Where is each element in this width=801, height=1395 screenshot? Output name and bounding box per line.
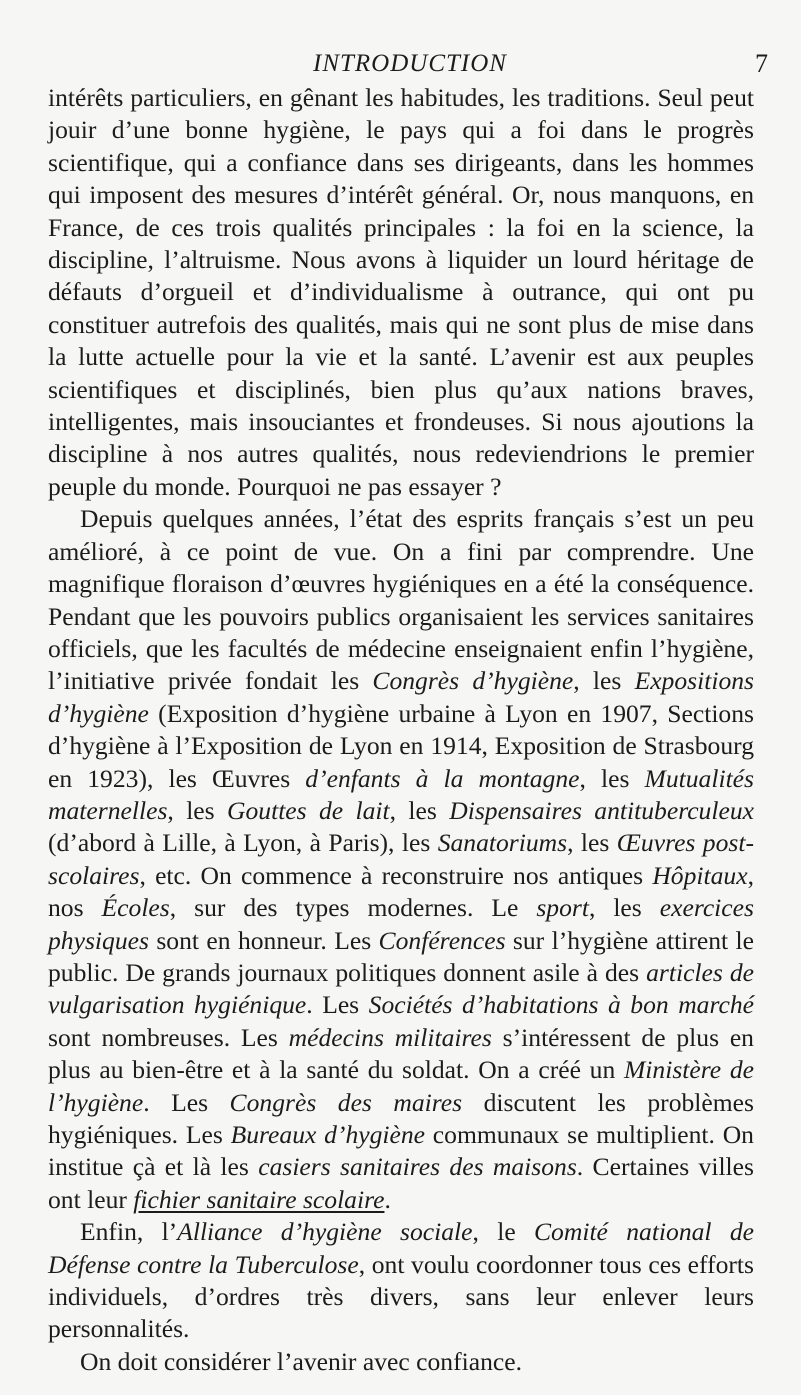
text-run: . Les	[143, 1087, 230, 1117]
italic-term: Sanatoriums	[437, 828, 568, 858]
text-run: , ont voulu coordonner tous ces efforts individuels, d’ordres très divers, sans leur enlever leurs personnalités.	[48, 1249, 754, 1344]
italic-term: articles de vulgarisation hygiénique	[48, 957, 755, 1020]
italic-term: sport	[536, 893, 589, 923]
italic-term: médecins militaires	[288, 1022, 492, 1052]
italic-term: Conférences	[378, 925, 506, 955]
italic-term: Mutualités maternelles	[48, 763, 755, 825]
italic-term: Dispensaires antituberculeux	[449, 795, 754, 825]
paragraph-2	[48, 503, 754, 1216]
text-run: , nos	[48, 860, 754, 923]
italic-term: casiers sanitaires des maisons	[258, 1152, 577, 1182]
italic-term: Gouttes de lait	[227, 795, 390, 825]
text-run: , le	[472, 1217, 534, 1247]
page-number: 7	[755, 49, 768, 78]
text-run: Depuis quelques années, l’état des esprits français s’est un peu amélioré, à ce point de vue. On a fini par comprendre. Une magnifique floraison d’œuvres hygiéniques en a été la conséquence. Pendant que les pouvoirs publics organisaient les services sanitaires officiels, que les facultés de médecine enseignaient enfin l’hygiène, l’initiative privée fondait les	[48, 504, 754, 696]
text-run: , les	[573, 666, 635, 696]
text-run: , les	[567, 828, 617, 858]
italic-term: Congrès d’hygiène	[372, 666, 574, 696]
text-run: , les	[167, 795, 227, 825]
text-run: discutent les problèmes hygiéniques. Les	[48, 1087, 754, 1149]
italic-term: fichier sanitaire scolaire	[133, 1184, 385, 1214]
text-run: . Les	[306, 990, 369, 1020]
italic-term: Expositions d’hygiène	[48, 666, 754, 728]
italic-term: Écoles	[101, 893, 170, 923]
text-run: , etc. On commence à reconstruire nos antiques	[139, 860, 653, 890]
text-run: , les	[588, 893, 660, 923]
italic-term: Comité national de Défense contre la Tuberculose	[48, 1217, 754, 1279]
paragraph-4: On doit considérer l’avenir avec confiance.	[80, 1346, 522, 1376]
running-head: INTRODUCTION	[313, 50, 507, 77]
text-run: (d’abord à Lille, à Lyon, à Paris), les	[48, 828, 438, 858]
text-run: . Certaines villes ont leur	[48, 1152, 754, 1214]
text-run: communaux se multiplient. On institue çà et là les	[48, 1120, 754, 1182]
italic-term: Hôpitaux	[652, 860, 748, 890]
text-run: .	[384, 1184, 391, 1214]
text-run: sont nombreuses. Les	[48, 1022, 289, 1052]
text-run: (Exposition d’hygiène urbaine à Lyon en 1907, Sections d’hygiène à l’Exposition de Lyon en 1914, Exposition de Strasbourg en 1923), les Œuvres	[48, 698, 754, 793]
italic-term: d’enfants à la montagne	[305, 763, 580, 793]
text-run: Enfin, l’	[80, 1217, 178, 1247]
text-run: sur l’hygiène attirent le public. De grands journaux politiques donnent asile à des	[48, 925, 754, 987]
italic-term: Ministère de l’hygiène	[48, 1055, 754, 1117]
italic-term: Bureaux d’hygiène	[230, 1120, 426, 1149]
text-run: s’intéressent de plus en plus au bien-être et à la santé du soldat. On a créé un	[48, 1022, 754, 1085]
italic-term: Œuvres post-scolaires	[48, 828, 754, 890]
text-run: , sur des types modernes. Le	[169, 893, 537, 923]
paragraph-1: intérêts particuliers, en gênant les habitudes, les traditions. Seul peut jouir d’une bonne hygiène, le pays qui a foi dans le progrès scientifique, qui a confiance dans ses dirigeants, dans les hommes qui imposent des mesures d’intérêt général. Or, nous manquons, en France, de ces trois qualités principales : la foi en la science, la discipline, l’altruisme. Nous avons à liquider un lourd héritage de défauts d’orgueil et d’individualisme à outrance, qui ont pu constituer autrefois des qualités, mais qui ne sont plus de mise dans la lutte actuelle pour la vie et la santé. L’avenir est aux peuples scientifiques et disciplinés, bien plus qu’aux nations braves, intelligentes, mais insouciantes et frondeuses. Si nous ajoutions la discipline à nos autres qualités, nous redeviendrions le premier peuple du monde. Pourquoi ne pas essayer ?	[48, 83, 754, 501]
text-run: , les	[389, 795, 450, 825]
text-run: , les	[579, 763, 645, 793]
italic-term: Sociétés d’habitations à bon marché	[368, 990, 754, 1020]
body-text	[48, 82, 754, 1378]
italic-term: Congrès des maires	[229, 1087, 463, 1117]
text-run: sont en honneur. Les	[148, 925, 379, 955]
italic-term: exercices physiques	[48, 893, 754, 955]
italic-term: Alliance d’hygiène sociale	[177, 1217, 473, 1247]
paragraph-3	[48, 1216, 754, 1346]
